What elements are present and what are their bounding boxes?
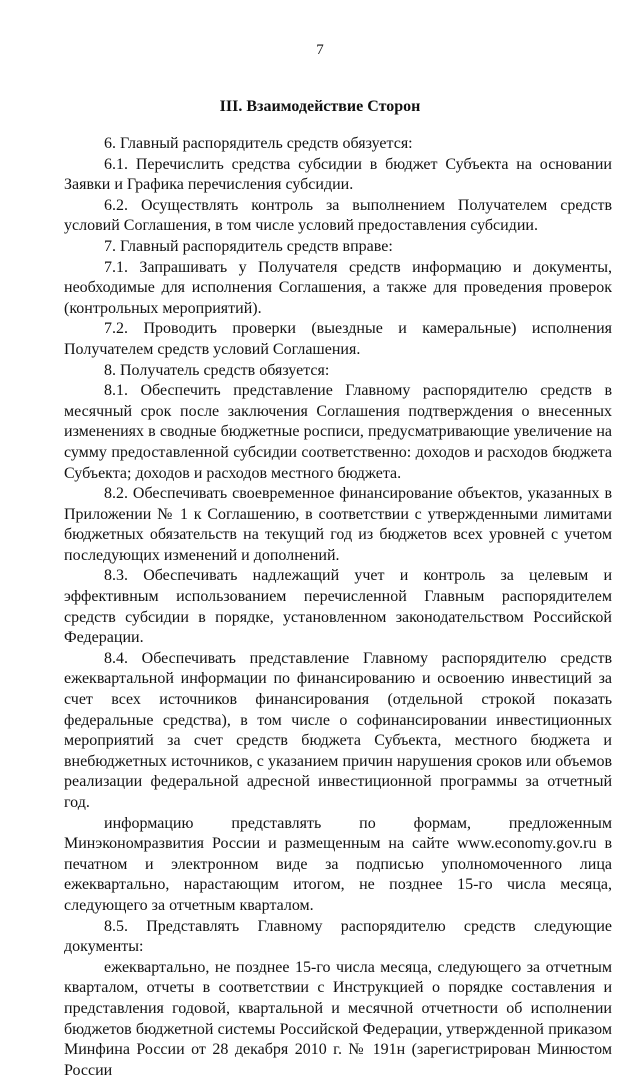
paragraph-8-5-quarterly: ежеквартально, не позднее 15-го числа месяца, следующего за отчетным кварталом, отчеты в соответствии с Инструкцией о порядке составления и представления годовой, квартальной и месячной отчетности об исполнении бюджетов бюджетной системы Российской Федерации, утвержденной приказом Минфина России от 28 декабря 2010 г. № 191н (зарегистрирован Минюстом России: [64, 958, 612, 1079]
paragraph-7-2: 7.2. Проводить проверки (выездные и камеральные) исполнения Получателем средств условий Соглашения.: [64, 320, 612, 358]
paragraph-8-4: 8.4. Обеспечивать представление Главному распорядителю средств ежеквартальной информации по финансированию и освоению инвестиций за счет всех источников финансирования (отдельной строкой показать федеральные средства), в том числе о софинансировании инвестиционных мероприятий за счет средств бюджета Субъекта, местного бюджета и внебюджетных источников, с указанием причин нарушения сроков или объемов реализации федеральной адресной инвестиционной программы за отчетный год.: [64, 649, 612, 811]
paragraph-6: 6. Главный распорядитель средств обязуется:: [104, 135, 413, 152]
paragraph-8-1: 8.1. Обеспечить представление Главному распорядителю средств в месячный срок после заключения Соглашения подтверждения о внесенных изменениях в сводные бюджетные росписи, предусматривающие увеличение на сумму предоставленной субсидии соответственно: доходов и расходов бюджета Субъекта; доходов и расходов местного бюджета.: [64, 382, 612, 482]
paragraph-8-2: 8.2. Обеспечивать своевременное финансирование объектов, указанных в Приложении № 1 к Соглашению, в соответствии с утвержденными лимитами бюджетных обязательств на текущий год из бюджетов всех уровней с учетом последующих изменений и дополнений.: [64, 485, 612, 564]
document-body: [64, 134, 612, 1081]
paragraph-8-4-info: информацию представлять по формам, предложенным Минэкономразвития России и размещенным на сайте www.economy.gov.ru в печатном и электронном виде за подписью уполномоченного лица ежеквартально, нарастающим итогом, не позднее 15-го числа месяца, следующего за отчетным кварталом.: [64, 814, 612, 914]
paragraph-8-5: 8.5. Представлять Главному распорядителю средств следующие документы:: [64, 917, 612, 956]
paragraph-8: 8. Получатель средств обязуется:: [104, 361, 330, 379]
paragraph-7-1: 7.1. Запрашивать у Получателя средств информацию и документы, необходимые для исполнения Соглашения, а также для проведения проверок (контрольных мероприятий).: [64, 258, 612, 317]
paragraph-7: 7. Главный распорядитель средств вправе:: [104, 237, 393, 255]
page-number: 7: [316, 42, 324, 58]
paragraph-8-3: 8.3. Обеспечивать надлежащий учет и контроль за целевым и эффективным использованием перечисленной Главным распорядителем средств субсидии в порядке, установленном законодательством Российской Федерации.: [64, 567, 612, 647]
paragraph-6-2: 6.2. Осуществлять контроль за выполнением Получателем средств условий Соглашения, в том числе условий предоставления субсидии.: [64, 196, 612, 235]
paragraph-6-1: 6.1. Перечислить средства субсидии в бюджет Субъекта на основании Заявки и Графика перечисления субсидии.: [64, 155, 612, 194]
section-title: III. Взаимодействие Сторон: [219, 98, 421, 115]
